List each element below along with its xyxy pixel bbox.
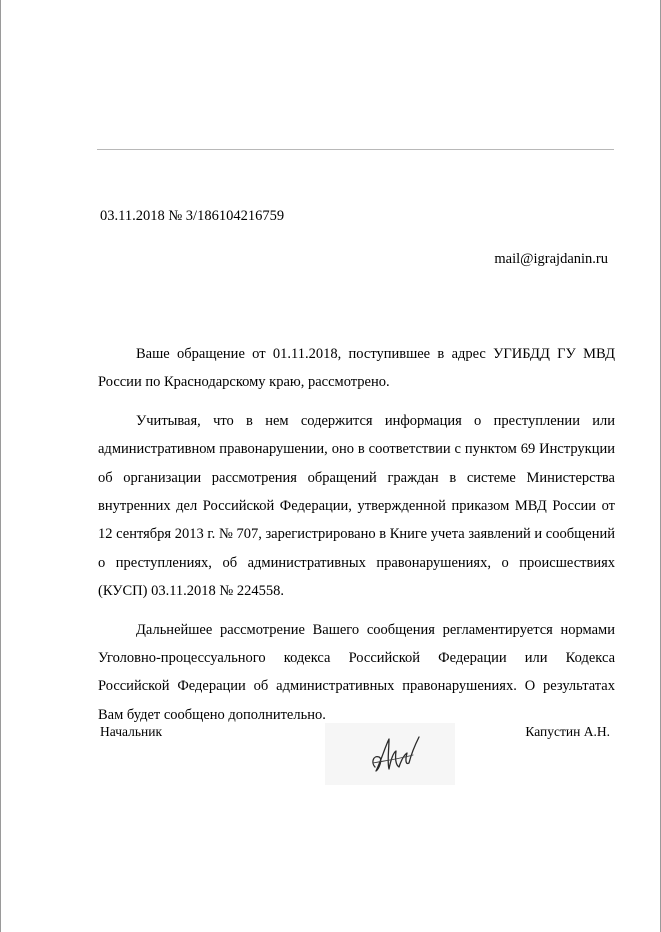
letter-body (98, 340, 615, 729)
signature-image (325, 723, 455, 785)
header-divider (97, 149, 614, 150)
signature-icon (369, 733, 421, 779)
letter-reference: 03.11.2018 № 3/186104216759 (100, 208, 285, 224)
paragraph-further-review: Дальнейшее рассмотрение Вашего сообщения регламентируется нормами Уголовно-процессуального кодекса Российской Федерации или Кодекса Российской Федерации об административных правонарушениях. О результатах Вам будет сообщено дополнительно. (98, 621, 615, 723)
paragraph-registration: Учитывая, что в нем содержится информация о преступлении или административном правонарушении, оно в соответствии с пунктом 69 Инструкции об организации рассмотрения обращений граждан в системе Министерства внутренних дел Российской Федерации, утвержденной приказом МВД России от 12 сентября 2013 г. № 707, зарегистрировано в Книге учета заявлений и сообщений о преступлениях, об административных правонарушениях, о происшествиях (КУСП) 03.11.2018 № 224558. (98, 412, 615, 600)
recipient-email: mail@igrajdanin.ru (494, 251, 608, 267)
signatory-name: Капустин А.Н. (525, 724, 610, 739)
paragraph-intro: Ваше обращение от 01.11.2018, поступившее в адрес УГИБДД ГУ МВД России по Краснодарскому краю, рассмотрено. (98, 346, 615, 391)
signatory-title: Начальник (100, 724, 163, 739)
